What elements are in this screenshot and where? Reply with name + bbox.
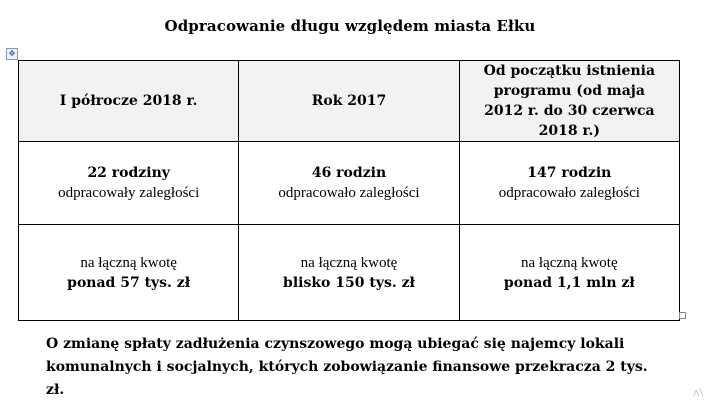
amount-label: na łączną kwotę (80, 254, 177, 271)
table-move-handle-icon[interactable]: ✥ (6, 48, 18, 60)
table-resize-handle-icon[interactable] (679, 312, 686, 319)
footer-note: O zmianę spłaty zadłużenia czynszowego mogą ubiegać się najemcy lokali komunalnych i socjalnych, których zobowiązanie finansowe przekracza 2 tys. zł. (46, 336, 648, 398)
amount-value: blisko 150 tys. zł (283, 274, 415, 291)
families-desc: odpracowało zaległości (498, 185, 640, 201)
families-count: 46 rodzin (311, 165, 387, 181)
amount-label: na łączną kwotę (521, 254, 618, 271)
header-cell-since-start: Od początku istnienia programu (od maja 2012 r. do 30 czerwca 2018 r.) (459, 61, 679, 142)
amount-cell-since-start (459, 225, 679, 321)
header-cell-h1-2018: I półrocze 2018 r. (19, 61, 239, 142)
families-desc: odpracowało zaległości (278, 185, 420, 201)
amount-row (19, 225, 680, 321)
amount-value: ponad 57 tys. zł (67, 274, 191, 291)
families-count: 22 rodziny (87, 165, 170, 181)
families-cell-since-start (459, 142, 679, 225)
header-cell-2017: Rok 2017 (239, 61, 459, 142)
table-header-row (19, 61, 680, 142)
amount-cell-2017 (239, 225, 459, 321)
families-desc: odpracowały zaległości (58, 185, 200, 201)
families-row (19, 142, 680, 225)
families-cell-2017 (239, 142, 459, 225)
statistics-table (18, 60, 680, 321)
document-title: Odpracowanie długu względem miasta Ełku (164, 17, 536, 35)
amount-value: ponad 1,1 mln zł (503, 274, 635, 291)
families-count: 147 rodzin (527, 165, 612, 181)
amount-cell-h1-2018 (19, 225, 239, 321)
families-cell-h1-2018 (19, 142, 239, 225)
amount-label: na łączną kwotę (300, 254, 398, 271)
corner-marker-icon: ʌ\ (693, 386, 704, 399)
